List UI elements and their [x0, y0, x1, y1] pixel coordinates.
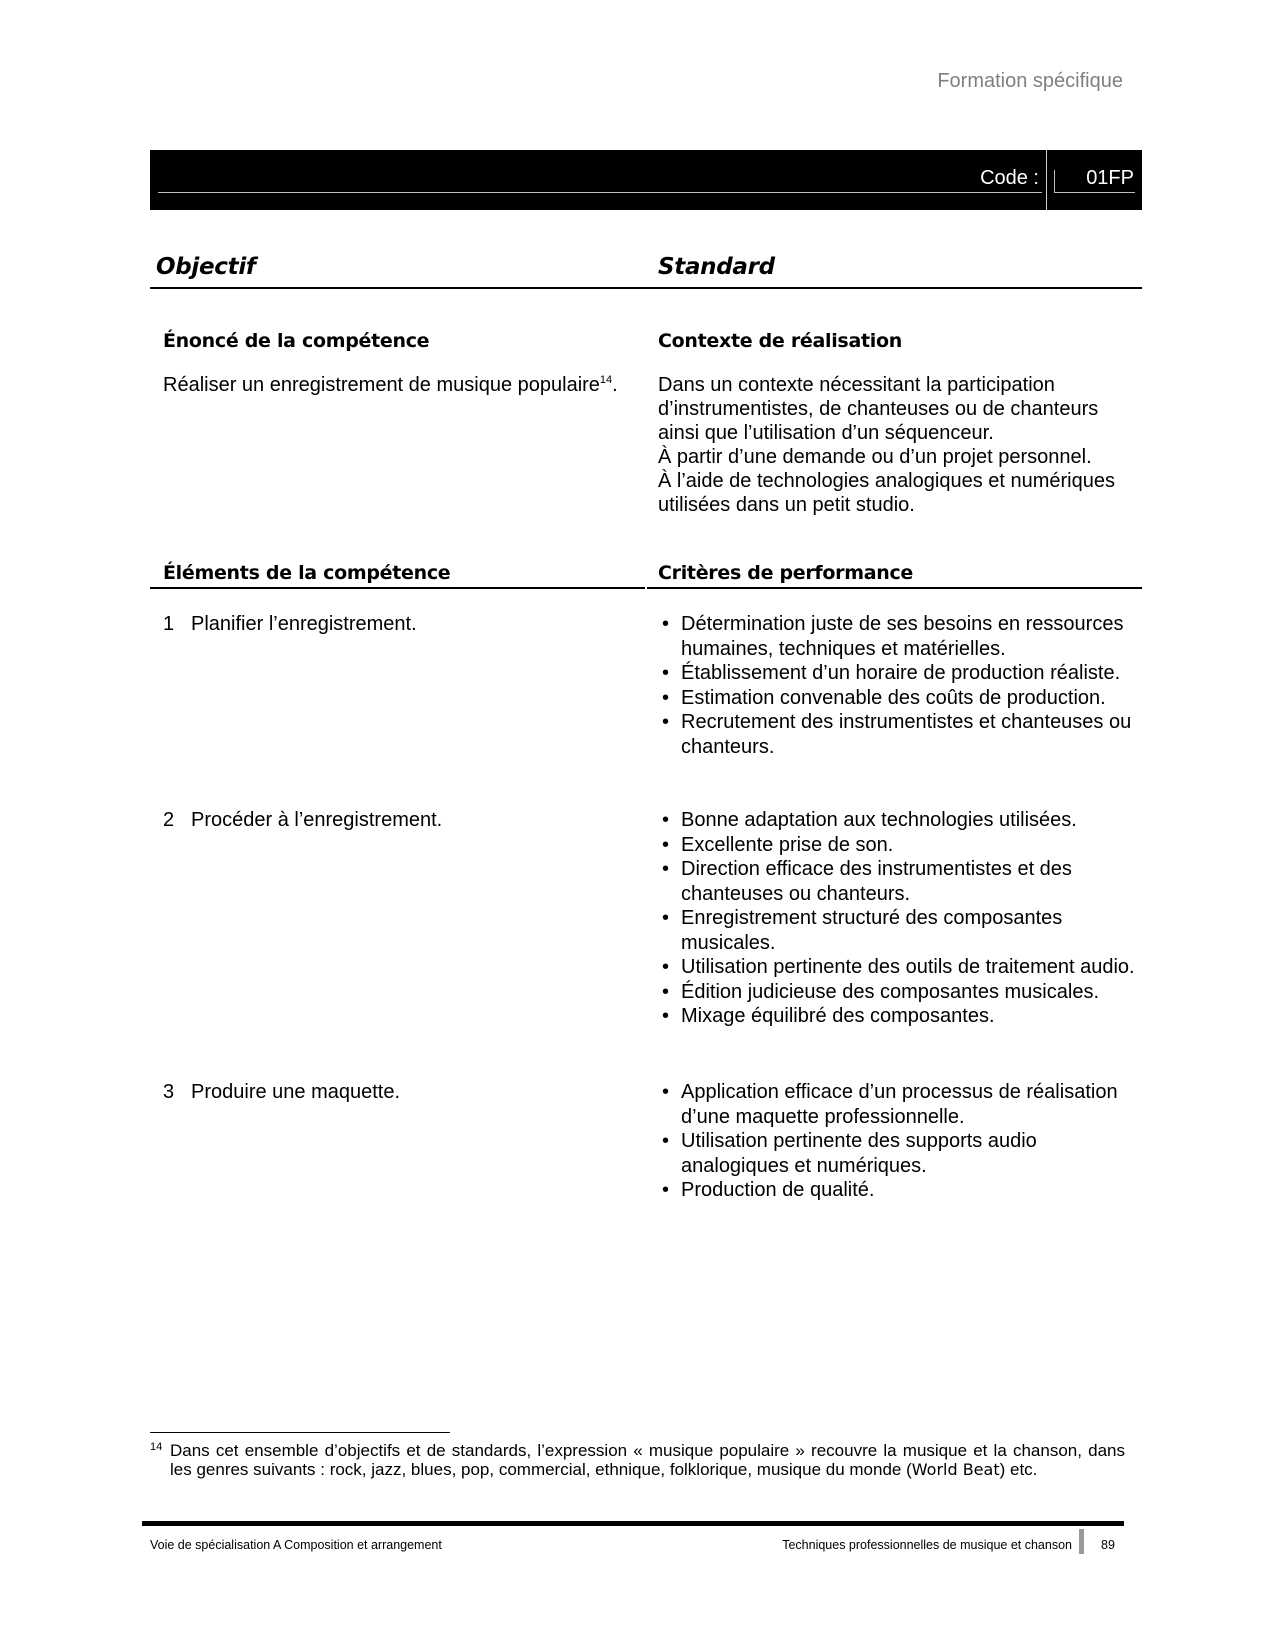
footnote-text: Dans cet ensemble d’objectifs et de standards, l’expression « musique populaire » recouvre la musique et la chanson, dans les genres suivants : rock, jazz, blues, pop, commercial, ethnique, folklorique, musique du monde (World Beat) etc.	[170, 1441, 1125, 1479]
bullet-icon: •	[662, 662, 670, 684]
criterion-item: • Excellente prise de son.	[662, 833, 894, 856]
bullet-icon: •	[662, 1130, 670, 1152]
code-label: Code :	[980, 167, 1039, 189]
bullet-icon: •	[662, 686, 670, 709]
enonce-text	[163, 373, 623, 397]
criterion-item: • Direction efficace des instrumentistes et des chanteuses ou chanteurs.	[662, 858, 1072, 905]
footnote-world-beat: World Beat	[911, 1460, 1000, 1479]
criterion-item: • Établissement d’un horaire de production réaliste.	[662, 662, 1121, 684]
bullet-icon: •	[662, 858, 670, 880]
criteria-list	[658, 612, 1138, 759]
footer-left-text: Voie de spécialisation A Composition et arrangement	[150, 1538, 442, 1552]
bullet-icon: •	[662, 809, 670, 831]
code-value: 01FP	[1086, 167, 1134, 189]
criteres-heading: Critères de performance	[658, 562, 914, 584]
code-banner-divider	[1046, 150, 1047, 210]
contexte-text	[658, 373, 1138, 517]
contexte-line: À partir d’une demande ou d’un projet personnel.	[658, 446, 1092, 468]
bullet-icon: •	[662, 1179, 670, 1201]
footer-rule	[142, 1521, 1124, 1526]
enonce-statement: Réaliser un enregistrement de musique populaire	[163, 374, 600, 396]
footnote-number: 14	[150, 1441, 163, 1453]
criterion-item: • Production de qualité.	[662, 1179, 875, 1201]
page-number: 89	[1101, 1538, 1115, 1552]
element-label: Planifier l’enregistrement.	[191, 613, 417, 635]
element-item	[163, 612, 417, 636]
footnote	[150, 1438, 1125, 1479]
element-number: 2	[163, 809, 175, 831]
criteria-list	[658, 808, 1138, 1029]
column-title-objectif: Objectif	[156, 254, 256, 280]
criteria-list	[658, 1080, 1138, 1203]
column-title-standard: Standard	[658, 254, 775, 280]
criterion-item: • Détermination juste de ses besoins en ressources humaines, techniques et matérielles.	[662, 613, 1124, 660]
element-number: 3	[163, 1081, 175, 1103]
bullet-icon: •	[662, 613, 670, 635]
footer-right-text: Techniques professionnelles de musique et chanson	[782, 1538, 1072, 1552]
bullet-icon: •	[662, 1005, 670, 1027]
criteres-rule	[647, 587, 1142, 589]
criterion-item: • Recrutement des instrumentistes et chanteuses ou chanteurs.	[662, 711, 1132, 758]
criterion-item: • Bonne adaptation aux technologies utilisées.	[662, 809, 1077, 831]
footnote-reference[interactable]: 14	[599, 374, 613, 386]
criterion-item: • Édition judicieuse des composantes musicales.	[662, 980, 1099, 1003]
element-label: Produire une maquette.	[191, 1081, 401, 1103]
criterion-item: • Application efficace d’un processus de réalisation d’une maquette professionnelle.	[662, 1081, 1118, 1128]
code-banner	[150, 150, 1142, 210]
elements-heading: Éléments de la compétence	[163, 562, 451, 584]
criterion-item: • Utilisation pertinente des outils de traitement audio.	[662, 956, 1135, 978]
element-item	[163, 808, 442, 832]
footer-separator	[1079, 1529, 1084, 1554]
bullet-icon: •	[662, 711, 670, 733]
criterion-item: • Mixage équilibré des composantes.	[662, 1005, 995, 1027]
code-banner-rule	[158, 192, 1042, 193]
contexte-line: Dans un contexte nécessitant la participation d’instrumentistes, de chanteuses ou de chanteurs ainsi que l’utilisation d’un séquenceur.	[658, 374, 1099, 444]
enonce-period: .	[612, 374, 618, 396]
running-head: Formation spécifique	[937, 70, 1123, 92]
column-title-rule	[150, 287, 1142, 289]
criterion-item: • Estimation convenable des coûts de production.	[662, 686, 1106, 709]
bullet-icon: •	[662, 833, 670, 856]
bullet-icon: •	[662, 956, 670, 978]
contexte-heading: Contexte de réalisation	[658, 330, 902, 352]
element-label: Procéder à l’enregistrement.	[191, 809, 443, 831]
enonce-heading: Énoncé de la compétence	[163, 330, 430, 352]
criterion-item: • Utilisation pertinente des supports audio analogiques et numériques.	[662, 1130, 1037, 1177]
element-item	[163, 1080, 400, 1104]
elements-rule	[150, 587, 645, 589]
bullet-icon: •	[662, 980, 670, 1003]
footnote-separator	[150, 1432, 450, 1433]
criterion-item: • Enregistrement structuré des composantes musicales.	[662, 907, 1063, 954]
bullet-icon: •	[662, 1081, 670, 1103]
element-number: 1	[163, 613, 175, 635]
bullet-icon: •	[662, 907, 670, 929]
contexte-line: À l’aide de technologies analogiques et numériques utilisées dans un petit studio.	[658, 470, 1115, 516]
